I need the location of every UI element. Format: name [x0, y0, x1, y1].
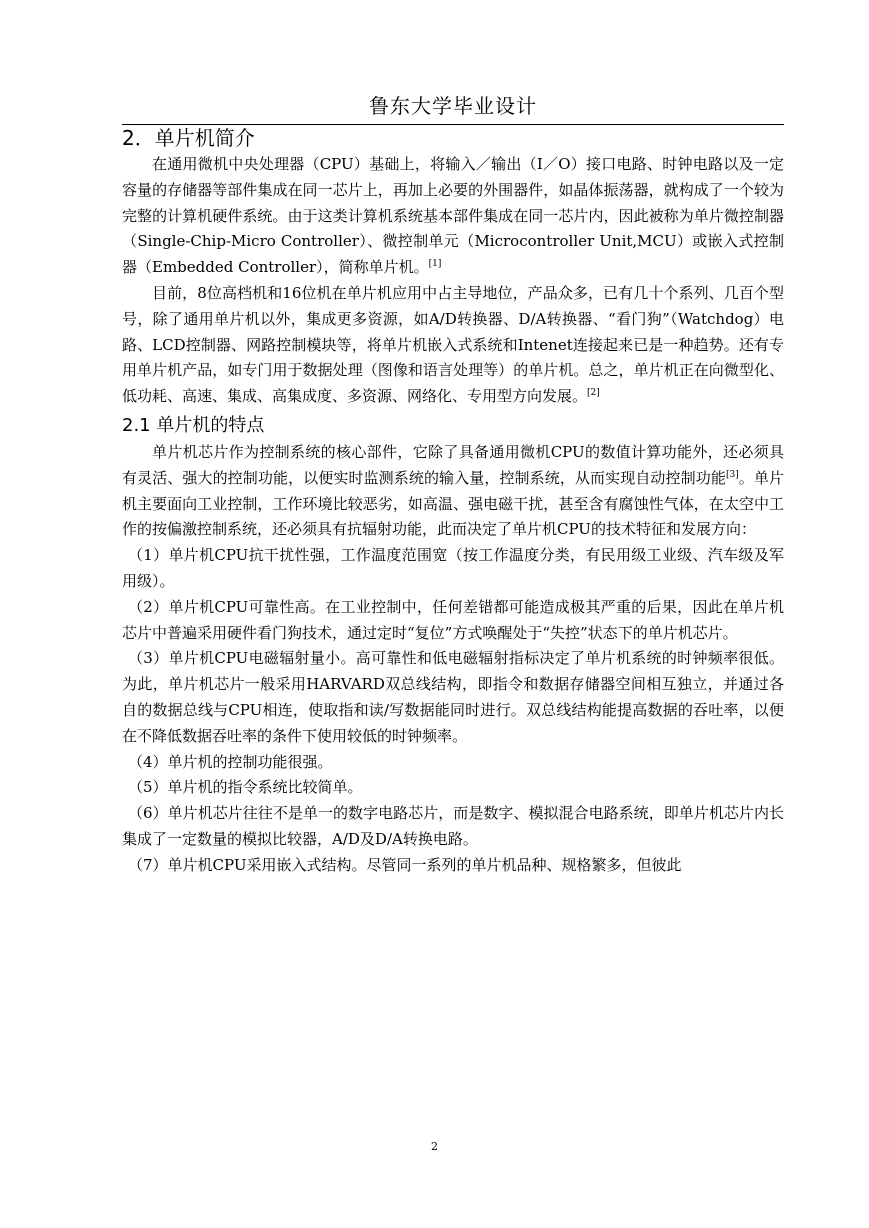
section-paragraph-1 [122, 152, 784, 281]
page-content [122, 124, 784, 879]
section-paragraph-2-text: 目前，8位高档机和16位机在单片机应用中占主导地位，产品众多，已有几十个系列、几百个型号，除了通用单片机以外，集成更多资源，如A/D转换器、D/A转换器、“看门狗”（Watchdog）电路、LCD控制器、网路控制模块等，将单片机嵌入式系统和Intenet连接起来已是一种趋势。还有专用单片机产品，如专门用于数据处理（图像和语言处理等）的单片机。总之，单片机正在向微型化、低功耗、高速、集成、高集成度、多资源、网络化、专用型方向发展。 [122, 283, 784, 406]
feature-item-3: （3）单片机CPU电磁辐射量小。高可靠性和低电磁辐射指标决定了单片机系统的时钟频率很低。为此，单片机芯片一般采用HARVARD双总线结构，即指令和数据存储器空间相互独立，并通过各自的数据总线与CPU相连，使取指和读/写数据能同时进行。双总线结构能提高数据的吞吐率，以便在不降低数据吞吐率的条件下使用较低的时钟频率。 [122, 649, 784, 745]
subsection-intro-text-a: 单片机芯片作为控制系统的核心部件，它除了具备通用微机CPU的数值计算功能外，还必须具有灵活、强大的控制功能，以便实时监测系统的输入量，控制系统，从而实现自动控制功能 [122, 442, 784, 487]
citation-1: [1] [428, 259, 442, 270]
feature-item-2: （2）单片机CPU可靠性高。在工业控制中，任何差错都可能造成极其严重的后果，因此在单片机芯片中普遍采用硬件看门狗技术，通过定时“复位”方式唤醒处于“失控”状态下的单片机芯片。 [122, 597, 784, 642]
section-paragraph-1-text: 在通用微机中央处理器（CPU）基础上，将输入／输出（I／O）接口电路、时钟电路以及一定容量的存储器等部件集成在同一芯片上，再加上必要的外围器件，如晶体振荡器，就构成了一个较为完整的计算机硬件系统。由于这类计算机系统基本部件集成在同一芯片内，因此被称为单片微控制器（Single-Chip-Micro Controller）、微控制单元（Microcontroller Unit,MCU）或嵌入式控制器（Embedded Controller），简称单片机。 [122, 155, 784, 277]
subsection-title: 2.1 单片机的特点 [122, 414, 265, 436]
citation-3: [3] [725, 469, 739, 480]
subsection-intro-text-b: 。单片机主要面向工业控制，工作环境比较恶劣，如高温、强电磁干扰，甚至含有腐蚀性气体，在太空中工作的按偏激控制系统，还必须具有抗辐射功能，此而决定了单片机CPU的技术特征和发展方向： [122, 468, 784, 539]
section-paragraph-2 [122, 281, 784, 410]
section-title: 2．单片机简介 [122, 126, 255, 150]
feature-item-4: （4）单片机的控制功能很强。 [128, 752, 333, 771]
feature-item-6: （6）单片机芯片往往不是单一的数字电路芯片，而是数字、模拟混合电路系统，即单片机芯片内长集成了一定数量的模拟比较器，A/D及D/A转换电路。 [122, 804, 784, 848]
feature-item-1: （1）单片机CPU抗干扰性强，工作温度范围宽（按工作温度分类，有民用级工业级、汽车级及军用级）。 [122, 546, 784, 590]
citation-2: [2] [587, 388, 600, 399]
page-number: 2 [431, 1140, 438, 1153]
subsection-intro [122, 440, 784, 543]
feature-item-7: （7）单片机CPU采用嵌入式结构。尽管同一系列的单片机品种、规格繁多，但彼此 [128, 855, 682, 874]
page-header-title: 鲁东大学毕业设计 [369, 94, 537, 118]
feature-item-5: （5）单片机的指令系统比较简单。 [128, 778, 363, 797]
